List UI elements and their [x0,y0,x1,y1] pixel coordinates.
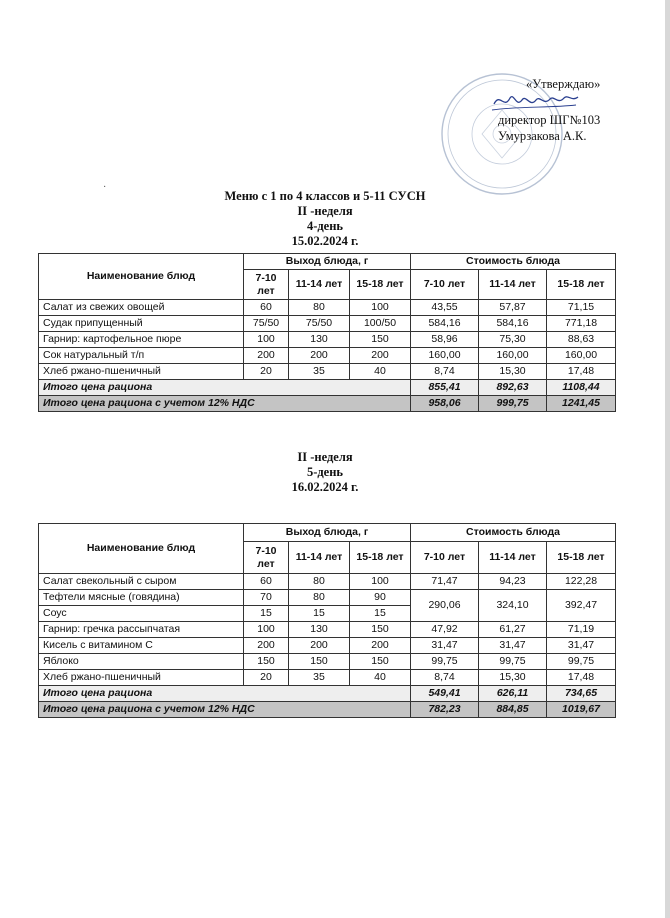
yield-11-14: 35 [289,670,350,686]
yield-15-18: 40 [350,670,411,686]
header-age-15-18: 15-18 лет [547,542,616,574]
menu-title: Меню с 1 по 4 классов и 5-11 СУСН [224,189,426,203]
yield-15-18: 40 [350,364,411,380]
total-row [39,380,616,396]
cost-11-14: 15,30 [479,670,547,686]
yield-11-14: 130 [289,332,350,348]
header-age-7-10: 7-10 лет [411,542,479,574]
cost-11-14: 31,47 [479,638,547,654]
vat-total-row [39,396,616,412]
header-age-15-18: 15-18 лет [350,270,411,300]
dish-name: Салат свекольный с сыром [39,574,244,590]
dish-name: Гарнир: гречка рассыпчатая [39,622,244,638]
header-age-15-18: 15-18 лет [350,542,411,574]
dish-name: Хлеб ржано-пшеничный [39,670,244,686]
dish-name: Салат из свежих овощей [39,300,244,316]
total-11-14: 626,11 [479,686,547,702]
yield-11-14: 200 [289,638,350,654]
cost-7-10: 8,74 [411,364,479,380]
yield-11-14: 150 [289,654,350,670]
header-age-11-14: 11-14 лет [479,270,547,300]
vat-total-7-10: 782,23 [411,702,479,718]
header-yield: Выход блюда, г [244,254,411,270]
cost-7-10: 58,96 [411,332,479,348]
yield-15-18: 200 [350,638,411,654]
header-dish: Наименование блюд [39,524,244,574]
table-row [39,670,616,686]
header-dish: Наименование блюд [39,254,244,300]
dish-name: Хлеб ржано-пшеничный [39,364,244,380]
scan-mark: · [103,182,107,193]
yield-15-18: 200 [350,348,411,364]
menu2-week: II -неделя [297,450,353,464]
dish-name: Тефтели мясные (говядина) [39,590,244,606]
vat-total-15-18: 1241,45 [547,396,616,412]
cost-11-14: 99,75 [479,654,547,670]
yield-7-10: 70 [244,590,289,606]
yield-15-18: 150 [350,332,411,348]
total-15-18: 734,65 [547,686,616,702]
menu2-date: 16.02.2024 г. [291,480,359,494]
cost-7-10: 43,55 [411,300,479,316]
table-row [39,638,616,654]
yield-7-10: 200 [244,348,289,364]
cost-7-10: 31,47 [411,638,479,654]
yield-11-14: 80 [289,590,350,606]
vat-total-label: Итого цена рациона с учетом 12% НДС [39,702,411,718]
yield-15-18: 100 [350,300,411,316]
header-age-7-10: 7-10 лет [411,270,479,300]
approval-position: директор ШГ№103 [498,113,601,127]
yield-15-18: 100 [350,574,411,590]
table-row [39,590,616,606]
cost-7-10: 8,74 [411,670,479,686]
menu1-day: 4-день [306,219,344,233]
header-age-11-14: 11-14 лет [289,270,350,300]
menu2-day: 5-день [306,465,344,479]
vat-total-11-14: 884,85 [479,702,547,718]
cost-15-18: 99,75 [547,654,616,670]
vat-total-15-18: 1019,67 [547,702,616,718]
vat-total-11-14: 999,75 [479,396,547,412]
vat-total-row [39,702,616,718]
dish-name: Сок натуральный т/п [39,348,244,364]
cost-7-10: 160,00 [411,348,479,364]
approval-stamp-text: «Утверждаю» [526,77,601,91]
menu1-heading [0,189,650,249]
yield-7-10: 60 [244,574,289,590]
header-age-7-10: 7-10 лет [244,542,289,574]
cost-11-14: 160,00 [479,348,547,364]
table-row [39,654,616,670]
yield-7-10: 100 [244,622,289,638]
menu2-heading [0,450,650,495]
page-edge [665,0,670,918]
cost-11-14: 94,23 [479,574,547,590]
cost-15-18: 771,18 [547,316,616,332]
cost-15-18: 17,48 [547,364,616,380]
menu1-date: 15.02.2024 г. [291,234,359,248]
yield-15-18: 150 [350,654,411,670]
header-cost: Стоимость блюда [411,524,616,542]
cost-11-14: 15,30 [479,364,547,380]
total-label: Итого цена рациона [39,686,411,702]
yield-15-18: 150 [350,622,411,638]
yield-7-10: 20 [244,364,289,380]
dish-name: Соус [39,606,244,622]
menu2-table [38,523,616,718]
cost-7-10: 290,06 [411,590,479,622]
yield-11-14: 130 [289,622,350,638]
cost-11-14: 324,10 [479,590,547,622]
header-age-15-18: 15-18 лет [547,270,616,300]
yield-7-10: 20 [244,670,289,686]
yield-7-10: 150 [244,654,289,670]
header-cost: Стоимость блюда [411,254,616,270]
table-row [39,364,616,380]
cost-11-14: 61,27 [479,622,547,638]
approval-block [498,76,600,144]
dish-name: Яблоко [39,654,244,670]
cost-11-14: 584,16 [479,316,547,332]
approval-name: Умурзакова А.К. [498,129,587,143]
yield-15-18: 100/50 [350,316,411,332]
total-7-10: 855,41 [411,380,479,396]
cost-7-10: 584,16 [411,316,479,332]
cost-11-14: 75,30 [479,332,547,348]
dish-name: Гарнир: картофельное пюре [39,332,244,348]
cost-15-18: 17,48 [547,670,616,686]
yield-7-10: 100 [244,332,289,348]
menu1-week: II -неделя [297,204,353,218]
yield-15-18: 15 [350,606,411,622]
cost-15-18: 122,28 [547,574,616,590]
header-age-7-10: 7-10 лет [244,270,289,300]
total-11-14: 892,63 [479,380,547,396]
vat-total-7-10: 958,06 [411,396,479,412]
cost-7-10: 47,92 [411,622,479,638]
yield-11-14: 35 [289,364,350,380]
table-row [39,348,616,364]
total-7-10: 549,41 [411,686,479,702]
cost-7-10: 99,75 [411,654,479,670]
total-label: Итого цена рациона [39,380,411,396]
yield-7-10: 75/50 [244,316,289,332]
header-yield: Выход блюда, г [244,524,411,542]
table-row [39,622,616,638]
cost-15-18: 88,63 [547,332,616,348]
cost-15-18: 31,47 [547,638,616,654]
cost-7-10: 71,47 [411,574,479,590]
yield-11-14: 200 [289,348,350,364]
yield-11-14: 15 [289,606,350,622]
dish-name: Кисель с витамином С [39,638,244,654]
yield-15-18: 90 [350,590,411,606]
cost-15-18: 71,19 [547,622,616,638]
table-row [39,574,616,590]
cost-15-18: 392,47 [547,590,616,622]
yield-11-14: 75/50 [289,316,350,332]
table-row [39,316,616,332]
vat-total-label: Итого цена рациона с учетом 12% НДС [39,396,411,412]
yield-7-10: 15 [244,606,289,622]
yield-11-14: 80 [289,300,350,316]
dish-name: Судак припущенный [39,316,244,332]
yield-11-14: 80 [289,574,350,590]
total-15-18: 1108,44 [547,380,616,396]
header-age-11-14: 11-14 лет [289,542,350,574]
table-row [39,300,616,316]
table-row [39,332,616,348]
header-age-11-14: 11-14 лет [479,542,547,574]
yield-7-10: 200 [244,638,289,654]
yield-7-10: 60 [244,300,289,316]
menu1-table [38,253,616,412]
cost-11-14: 57,87 [479,300,547,316]
cost-15-18: 71,15 [547,300,616,316]
total-row [39,686,616,702]
cost-15-18: 160,00 [547,348,616,364]
